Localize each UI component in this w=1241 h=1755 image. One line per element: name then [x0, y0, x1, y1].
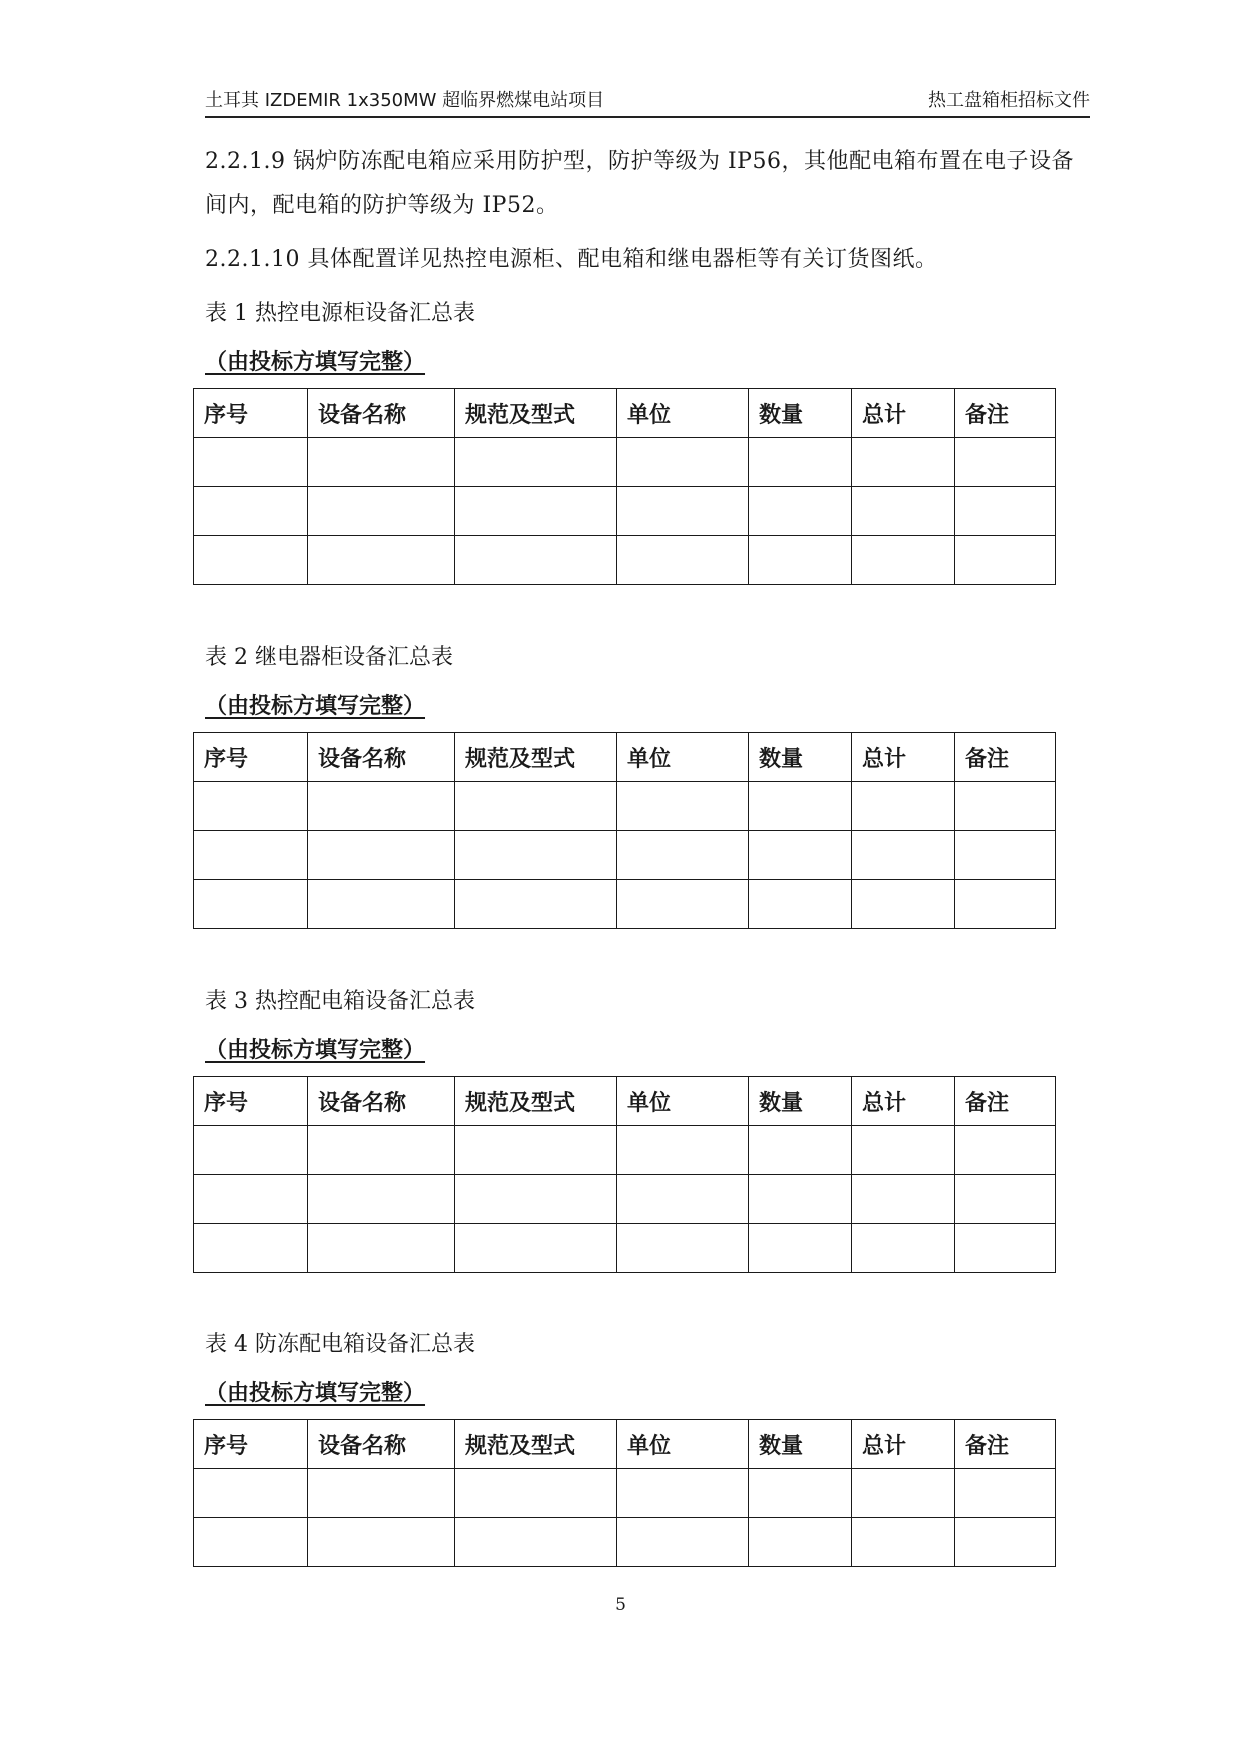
table-cell: [194, 831, 308, 880]
col-header-quantity: 数量: [749, 733, 852, 782]
table-cell: [749, 1469, 852, 1518]
table-cell: [955, 782, 1056, 831]
col-header-spec-type: 规范及型式: [455, 1420, 617, 1469]
table-cell: [852, 1518, 955, 1567]
table-cell: [194, 782, 308, 831]
table-cell: [749, 1126, 852, 1175]
table-cell: [852, 1224, 955, 1273]
table-cell: [308, 1518, 455, 1567]
table-cell: [194, 1224, 308, 1273]
table-cell: [852, 1175, 955, 1224]
table-cell: [749, 487, 852, 536]
col-header-spec-type: 规范及型式: [455, 389, 617, 438]
table-cell: [852, 438, 955, 487]
table-cell: [455, 438, 617, 487]
table-cell: [617, 536, 749, 585]
table-cell: [955, 438, 1056, 487]
table-cell: [194, 487, 308, 536]
table-cell: [455, 1469, 617, 1518]
col-header-total: 总计: [852, 1420, 955, 1469]
col-header-equipment-name: 设备名称: [308, 389, 455, 438]
table-cell: [308, 1224, 455, 1273]
col-header-remarks: 备注: [955, 1077, 1056, 1126]
table-2-note: （由投标方填写完整）: [205, 694, 426, 719]
col-header-remarks: 备注: [955, 389, 1056, 438]
table-cell: [617, 782, 749, 831]
table-cell: [308, 880, 455, 929]
table-header-row: [194, 733, 1056, 782]
table-cell: [194, 1175, 308, 1224]
col-header-quantity: 数量: [749, 1420, 852, 1469]
table-cell: [194, 1469, 308, 1518]
col-header-equipment-name: 设备名称: [308, 733, 455, 782]
table-cell: [455, 831, 617, 880]
table-cell: [308, 536, 455, 585]
table-cell: [455, 536, 617, 585]
table-cell: [852, 536, 955, 585]
col-header-unit: 单位: [617, 1077, 749, 1126]
table-row: [194, 487, 1056, 536]
col-header-serial: 序号: [194, 1420, 308, 1469]
table-cell: [308, 1175, 455, 1224]
col-header-quantity: 数量: [749, 1077, 852, 1126]
equipment-table-2: [193, 732, 1056, 929]
col-header-unit: 单位: [617, 389, 749, 438]
table-cell: [749, 1224, 852, 1273]
col-header-unit: 单位: [617, 1420, 749, 1469]
col-header-remarks: 备注: [955, 1420, 1056, 1469]
table-cell: [852, 782, 955, 831]
col-header-remarks: 备注: [955, 733, 1056, 782]
table-3-note: （由投标方填写完整）: [205, 1038, 426, 1063]
header-project-title: 土耳其 IZDEMIR 1x350MW 超临界燃煤电站项目: [205, 90, 605, 111]
col-header-total: 总计: [852, 389, 955, 438]
equipment-table-3: [193, 1076, 1056, 1273]
table-header-row: [194, 1077, 1056, 1126]
table-row: [194, 782, 1056, 831]
table-cell: [455, 1518, 617, 1567]
table-cell: [617, 1224, 749, 1273]
table-cell: [955, 1469, 1056, 1518]
page-header: [205, 84, 1090, 118]
table-cell: [455, 782, 617, 831]
table-cell: [194, 536, 308, 585]
table-row: [194, 831, 1056, 880]
table-cell: [308, 1469, 455, 1518]
table-cell: [194, 880, 308, 929]
table-cell: [617, 438, 749, 487]
table-cell: [955, 1224, 1056, 1273]
table-cell: [455, 487, 617, 536]
col-header-spec-type: 规范及型式: [455, 1077, 617, 1126]
col-header-equipment-name: 设备名称: [308, 1420, 455, 1469]
table-2-caption: 表 2 继电器柜设备汇总表: [205, 645, 453, 670]
table-cell: [749, 438, 852, 487]
table-cell: [455, 880, 617, 929]
table-cell: [749, 536, 852, 585]
table-cell: [617, 1126, 749, 1175]
table-cell: [749, 880, 852, 929]
table-cell: [308, 487, 455, 536]
table-cell: [308, 1126, 455, 1175]
table-1-caption: 表 1 热控电源柜设备汇总表: [205, 301, 475, 326]
table-cell: [955, 536, 1056, 585]
header-document-title: 热工盘箱柜招标文件: [928, 90, 1090, 111]
table-cell: [852, 880, 955, 929]
table-cell: [852, 831, 955, 880]
col-header-spec-type: 规范及型式: [455, 733, 617, 782]
table-cell: [308, 782, 455, 831]
table-cell: [617, 880, 749, 929]
table-row: [194, 1126, 1056, 1175]
table-4-caption: 表 4 防冻配电箱设备汇总表: [205, 1332, 475, 1357]
col-header-quantity: 数量: [749, 389, 852, 438]
table-cell: [955, 487, 1056, 536]
table-row: [194, 1518, 1056, 1567]
table-3-caption: 表 3 热控配电箱设备汇总表: [205, 989, 475, 1014]
table-cell: [455, 1126, 617, 1175]
table-cell: [749, 1175, 852, 1224]
table-cell: [955, 831, 1056, 880]
equipment-table-4: [193, 1419, 1056, 1567]
table-cell: [955, 880, 1056, 929]
col-header-equipment-name: 设备名称: [308, 1077, 455, 1126]
page-number: 5: [615, 1595, 626, 1615]
col-header-total: 总计: [852, 1077, 955, 1126]
table-1-note: （由投标方填写完整）: [205, 350, 426, 375]
table-cell: [852, 487, 955, 536]
table-cell: [617, 831, 749, 880]
table-cell: [749, 831, 852, 880]
equipment-table-1: [193, 388, 1056, 585]
col-header-unit: 单位: [617, 733, 749, 782]
table-cell: [617, 487, 749, 536]
col-header-serial: 序号: [194, 1077, 308, 1126]
paragraph-2-2-1-9: 2.2.1.9 锅炉防冻配电箱应采用防护型，防护等级为 IP56，其他配电箱布置在电子设备间内，配电箱的防护等级为 IP52。: [205, 149, 1074, 218]
table-cell: [852, 1469, 955, 1518]
table-cell: [617, 1518, 749, 1567]
table-cell: [194, 1126, 308, 1175]
table-cell: [749, 1518, 852, 1567]
table-cell: [308, 831, 455, 880]
table-cell: [955, 1175, 1056, 1224]
table-cell: [617, 1469, 749, 1518]
table-cell: [955, 1126, 1056, 1175]
table-row: [194, 1469, 1056, 1518]
table-cell: [749, 782, 852, 831]
table-cell: [194, 438, 308, 487]
table-4-note: （由投标方填写完整）: [205, 1381, 426, 1406]
table-cell: [617, 1175, 749, 1224]
table-row: [194, 880, 1056, 929]
table-row: [194, 438, 1056, 487]
col-header-total: 总计: [852, 733, 955, 782]
table-cell: [852, 1126, 955, 1175]
table-cell: [308, 438, 455, 487]
table-row: [194, 1224, 1056, 1273]
table-cell: [455, 1175, 617, 1224]
table-cell: [455, 1224, 617, 1273]
paragraph-2-2-1-10: 2.2.1.10 具体配置详见热控电源柜、配电箱和继电器柜等有关订货图纸。: [205, 247, 938, 272]
col-header-serial: 序号: [194, 733, 308, 782]
col-header-serial: 序号: [194, 389, 308, 438]
table-header-row: [194, 1420, 1056, 1469]
table-cell: [955, 1518, 1056, 1567]
table-cell: [194, 1518, 308, 1567]
table-row: [194, 1175, 1056, 1224]
table-header-row: [194, 389, 1056, 438]
table-row: [194, 536, 1056, 585]
